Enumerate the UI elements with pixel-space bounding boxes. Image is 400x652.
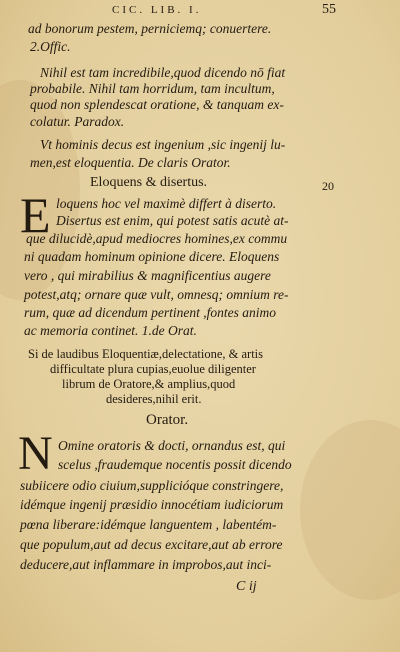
text-line: loquens hoc vel maximè differt à diserto. (56, 196, 277, 211)
note-line: difficultate plura cupias,euolue diligenter (50, 362, 256, 376)
section-heading: Orator. (146, 412, 189, 428)
text-line: scelus ,fraudemque nocentis possit dicendo (58, 457, 292, 472)
text-line: rum, quæ ad dicendum pertinent ,fontes animo (24, 305, 276, 320)
note-line: librum de Oratore,& amplius,quod (62, 377, 236, 391)
text-line: que dilucidè,apud mediocres homines,ex commu (26, 231, 288, 246)
text-line: Omine oratoris & docti, ornandus est, qui (58, 438, 286, 453)
text-line: subiicere odio ciuium,supplicióque constringere, (20, 478, 284, 493)
text-line: pœna liberare:idémque languentem , labentém- (20, 517, 277, 532)
drop-cap-e: E (20, 187, 51, 243)
note-line: Si de laudibus Eloquentiæ,delectatione, & artis (28, 347, 264, 361)
signature-mark: C ij (236, 579, 257, 594)
text-line: Disertus est enim, qui potest satis acutè at- (56, 213, 289, 228)
text-line: probabile. Nihil tam horridum, tam incultum, (30, 81, 275, 96)
text-line: ac memoria continet. 1.de Orat. (24, 323, 197, 338)
text-line: ad bonorum pestem, perniciemq; conuertere. (28, 21, 272, 36)
drop-cap-n: N (18, 427, 53, 480)
text-line: deducere,aut inflammare in improbos,aut inci- (20, 557, 272, 572)
text-line: quod non splendescat oratione, & tanquam ex- (30, 97, 284, 112)
text-line: men,est eloquentia. De claris Orator. (30, 155, 231, 170)
text-line: potest,atq; ornare quæ vult, omnesq; omnium re- (24, 287, 289, 302)
text-line: colatur. Paradox. (30, 114, 125, 129)
section-heading: Eloquens & disertus. (90, 175, 208, 190)
note-line: desideres,nihil erit. (106, 392, 202, 406)
text-line: Nihil est tam incredibile,quod dicendo nō fiat (40, 65, 286, 80)
section-number: 20 (322, 179, 334, 193)
text-line: que populum,aut ad decus excitare,aut ab errore (20, 537, 283, 552)
text-line: ni quadam hominum opinione dicere. Eloquens (24, 249, 280, 264)
folio-number: 55 (322, 2, 336, 17)
text-line: idémque ingenij præsidio innocétiam iudiciorum (20, 497, 284, 512)
text-line: vero , qui mirabilius & magnificentius augere (24, 268, 271, 283)
running-title: CIC. LIB. I. (112, 4, 202, 16)
text-line: Vt hominis decus est ingenium ,sic ingenij lu- (40, 137, 286, 152)
text-line: 2.Offic. (30, 39, 71, 54)
paper-stain (300, 420, 400, 600)
